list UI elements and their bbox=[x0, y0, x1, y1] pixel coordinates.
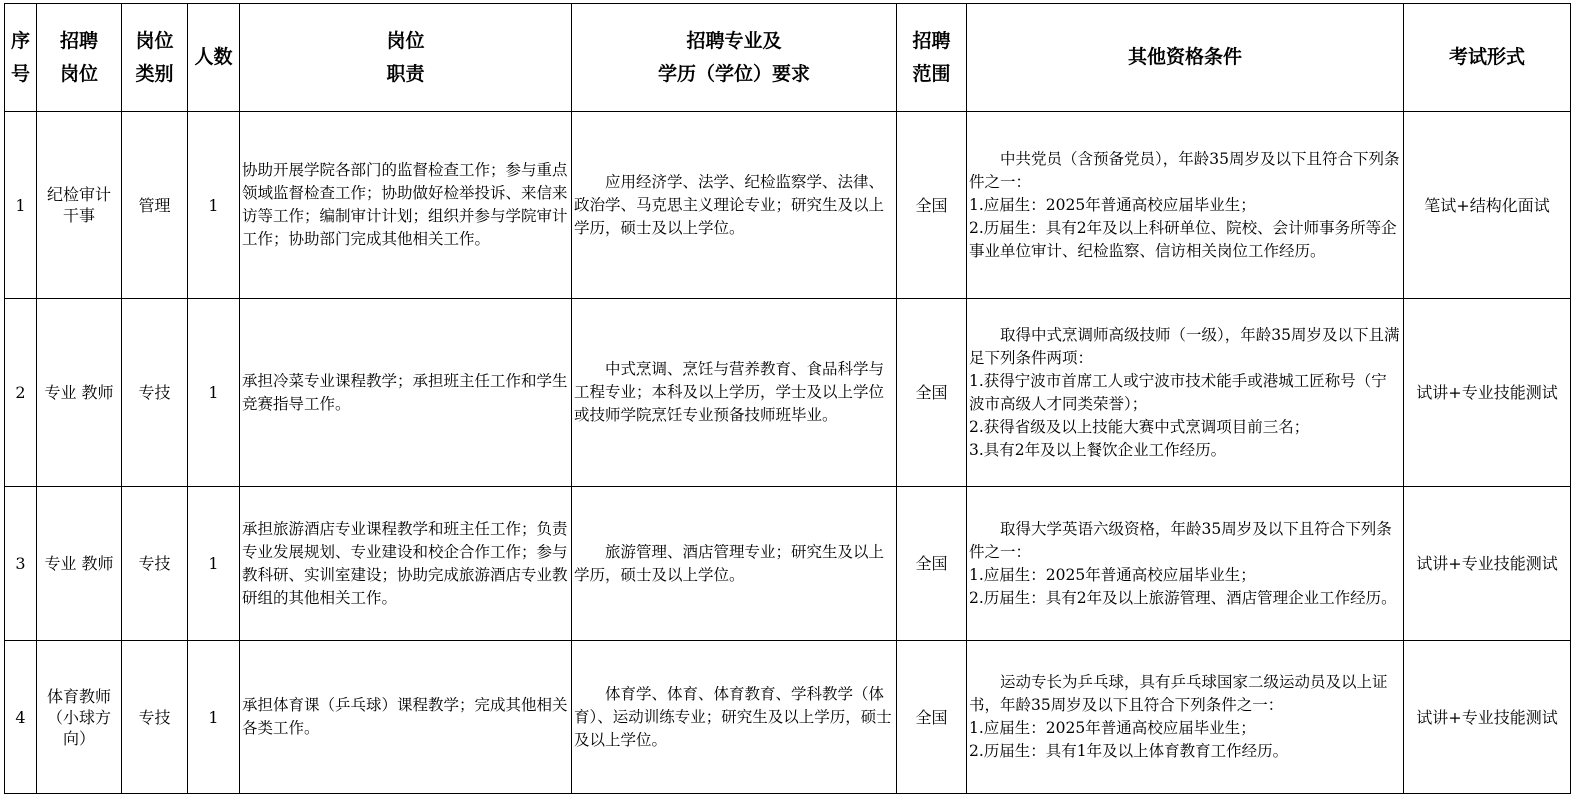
cell-category: 专技 bbox=[122, 641, 188, 794]
cell-scope: 全国 bbox=[897, 641, 967, 794]
cell-seq: 4 bbox=[5, 641, 37, 794]
header-position: 招聘 岗位 bbox=[37, 4, 122, 112]
cell-seq: 3 bbox=[5, 487, 37, 641]
cell-duties: 协助开展学院各部门的监督检查工作；参与重点领域监督检查工作；协助做好检举投诉、来信来访等工作；编制审计计划；组织并参与学院审计工作；协助部门完成其他相关工作。 bbox=[240, 112, 572, 299]
header-conditions: 其他资格条件 bbox=[967, 4, 1404, 112]
recruitment-table bbox=[4, 3, 1571, 794]
table-row bbox=[5, 487, 1571, 641]
cell-position: 专业 教师 bbox=[37, 487, 122, 641]
cell-major: 应用经济学、法学、纪检监察学、法律、政治学、马克思主义理论专业；研究生及以上学历，硕士及以上学位。 bbox=[572, 112, 897, 299]
cell-duties: 承担旅游酒店专业课程教学和班主任工作；负责专业发展规划、专业建设和校企合作工作；参与教科研、实训室建设；协助完成旅游酒店专业教研组的其他相关工作。 bbox=[240, 487, 572, 641]
cell-category: 管理 bbox=[122, 112, 188, 299]
header-category: 岗位 类别 bbox=[122, 4, 188, 112]
cell-conditions: 中共党员（含预备党员），年龄35周岁及以下且符合下列条件之一： 1.应届生：2025年普通高校应届毕业生； 2.历届生：具有2年及以上科研单位、院校、会计师事务所等企事业单位审计、纪检监察、信访相关岗位工作经历。 bbox=[967, 112, 1404, 299]
cell-conditions: 取得大学英语六级资格，年龄35周岁及以下且符合下列条件之一： 1.应届生：2025年普通高校应届毕业生； 2.历届生：具有2年及以上旅游管理、酒店管理企业工作经历。 bbox=[967, 487, 1404, 641]
cell-scope: 全国 bbox=[897, 299, 967, 487]
cell-seq: 2 bbox=[5, 299, 37, 487]
header-exam: 考试形式 bbox=[1404, 4, 1571, 112]
cell-exam: 试讲+专业技能测试 bbox=[1404, 641, 1571, 794]
cell-duties: 承担体育课（乒乓球）课程教学；完成其他相关各类工作。 bbox=[240, 641, 572, 794]
header-duties: 岗位 职责 bbox=[240, 4, 572, 112]
cell-count: 1 bbox=[188, 299, 240, 487]
cell-position: 纪检审计 干事 bbox=[37, 112, 122, 299]
table-row bbox=[5, 299, 1571, 487]
cell-position: 专业 教师 bbox=[37, 299, 122, 487]
cell-count: 1 bbox=[188, 112, 240, 299]
cell-category: 专技 bbox=[122, 487, 188, 641]
cell-scope: 全国 bbox=[897, 487, 967, 641]
cell-seq: 1 bbox=[5, 112, 37, 299]
cell-exam: 笔试+结构化面试 bbox=[1404, 112, 1571, 299]
cell-exam: 试讲+专业技能测试 bbox=[1404, 487, 1571, 641]
cell-conditions: 运动专长为乒乓球，具有乒乓球国家二级运动员及以上证书，年龄35周岁及以下且符合下列条件之一： 1.应届生：2025年普通高校应届毕业生； 2.历届生：具有1年及以上体育教育工作经历。 bbox=[967, 641, 1404, 794]
cell-major: 体育学、体育、体育教育、学科教学（体育）、运动训练专业；研究生及以上学历，硕士及以上学位。 bbox=[572, 641, 897, 794]
cell-duties: 承担冷菜专业课程教学；承担班主任工作和学生竞赛指导工作。 bbox=[240, 299, 572, 487]
cell-count: 1 bbox=[188, 487, 240, 641]
recruitment-table-sheet bbox=[4, 3, 1570, 794]
header-scope: 招聘 范围 bbox=[897, 4, 967, 112]
header-seq: 序 号 bbox=[5, 4, 37, 112]
cell-category: 专技 bbox=[122, 299, 188, 487]
cell-major: 旅游管理、酒店管理专业；研究生及以上学历，硕士及以上学位。 bbox=[572, 487, 897, 641]
table-row bbox=[5, 112, 1571, 299]
header-major: 招聘专业及 学历（学位）要求 bbox=[572, 4, 897, 112]
cell-position: 体育教师 （小球方 向） bbox=[37, 641, 122, 794]
cell-scope: 全国 bbox=[897, 112, 967, 299]
cell-major: 中式烹调、烹饪与营养教育、食品科学与工程专业；本科及以上学历，学士及以上学位或技师学院烹饪专业预备技师班毕业。 bbox=[572, 299, 897, 487]
cell-count: 1 bbox=[188, 641, 240, 794]
header-count: 人数 bbox=[188, 4, 240, 112]
cell-conditions: 取得中式烹调师高级技师（一级），年龄35周岁及以下且满足下列条件两项： 1.获得宁波市首席工人或宁波市技术能手或港城工匠称号（宁波市高级人才同类荣誉）； 2.获得省级及以上技能大赛中式烹调项目前三名； 3.具有2年及以上餐饮企业工作经历。 bbox=[967, 299, 1404, 487]
header-row bbox=[5, 4, 1571, 112]
cell-exam: 试讲+专业技能测试 bbox=[1404, 299, 1571, 487]
table-row bbox=[5, 641, 1571, 794]
